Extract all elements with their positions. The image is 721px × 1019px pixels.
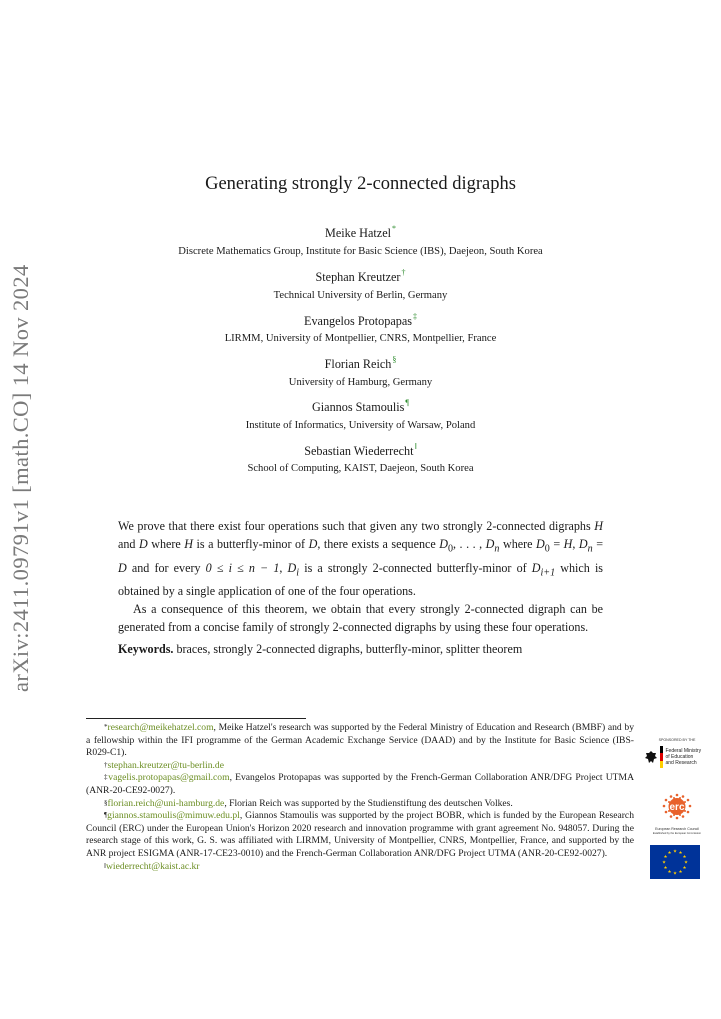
author-affiliation: University of Hamburg, Germany xyxy=(288,377,433,388)
bmbf-name: Federal Ministry of Education and Research xyxy=(665,748,702,766)
author-name: Giannos Stamoulis¶ xyxy=(311,398,410,414)
erc-sublabel: Established by the European Commission xyxy=(652,832,702,835)
footnote: *research@meikehatzel.com, Meike Hatzel's research was supported by the Federal Ministry of Education and Research (BMBF) and by a fellowship within the IFI programme of the German Academic Exchange Service (DAAD) and by the Institute for Basic Science (IBS-R029-C1). xyxy=(86,722,634,759)
eu-star-icon: ★ xyxy=(683,860,689,866)
eu-flag-icon xyxy=(650,845,700,879)
footnote-marker: ¶ xyxy=(405,398,410,407)
abstract-paragraph: We prove that there exist four operations such that given any two strongly 2-connected digraphs H and D where H is a butterfly-minor of D, there exists a sequence $D_0$, . . . , $D_n$ where $D_0 = H$, $D_n = D$ and for every 0 ≤ i ≤ n − 1, $D_i$ is a strongly 2-connected butterfly-minor of $D_{i+1}$ which is obtained by a single application of one of the four operations. xyxy=(118,519,604,599)
footnote-divider xyxy=(86,718,306,719)
footnote: ‡vagelis.protopapas@gmail.com, Evangelos Protopapas was supported by the French-German Collaboration ANR/DFG Project UTMA (ANR-20-CE92-0027). xyxy=(86,772,634,796)
author-name: Sebastian Wiederrecht‖ xyxy=(304,442,417,458)
footnote-marker: * xyxy=(391,224,396,233)
erc-logo xyxy=(645,792,709,835)
keywords-line xyxy=(118,640,603,658)
author-name: Florian Reich§ xyxy=(324,355,397,371)
erc-burst-icon xyxy=(657,792,697,822)
abstract xyxy=(118,517,603,658)
eu-star-icon: ★ xyxy=(682,855,687,861)
footnote-marker: ‡ xyxy=(412,312,417,321)
footnote: ‖wiederrecht@kaist.ac.kr xyxy=(104,860,200,872)
author-name: Stephan Kreutzer† xyxy=(315,268,406,284)
eu-star-icon: ★ xyxy=(663,866,668,872)
paper-title: Generating strongly 2-connected digraphs xyxy=(205,174,516,194)
footnote: †stephan.kreutzer@tu-berlin.de xyxy=(104,759,224,771)
footnote: §florian.reich@uni-hamburg.de, Florian Reich was supported by the Studienstiftung des deutschen Volkes. xyxy=(104,797,513,809)
email-link[interactable]: research@meikehatzel.com xyxy=(107,722,214,733)
email-link[interactable]: wiederrecht@kaist.ac.kr xyxy=(105,860,200,872)
author-affiliation: Institute of Informatics, University of Warsaw, Poland xyxy=(245,420,476,431)
footnote-marker: § xyxy=(392,355,397,364)
eu-star-icon: ★ xyxy=(672,871,678,877)
german-flag-icon xyxy=(660,746,663,768)
footnote-marker: † xyxy=(401,268,406,277)
eu-star-icon: ★ xyxy=(667,870,672,876)
eu-star-icon: ★ xyxy=(678,851,683,857)
federal-eagle-icon xyxy=(645,750,657,764)
eu-star-icon: ★ xyxy=(678,870,683,876)
bmbf-logo xyxy=(645,746,709,768)
footnote: ¶giannos.stamoulis@mimuw.edu.pl, Giannos Stamoulis was supported by the project BOBR, which is funded by the European Research Council (ERC) under the European Union's Horizon 2020 research and innovation programme with grant agreement No. 948057. During the research stage of this work, G. S. was affiliated with LIRMM, University of Montpellier, CNRS, Montpellier, France, and supported by the ANR project ESIGMA (ANR-17-CE23-0010) and the French-German Collaboration ANR/DFG Project UTMA (ANR-20-CE92-0027). xyxy=(86,810,634,859)
eu-star-icon: ★ xyxy=(667,851,672,857)
eu-star-icon: ★ xyxy=(661,860,667,866)
author-affiliation: Discrete Mathematics Group, Institute for Basic Science (IBS), Daejeon, South Korea xyxy=(178,246,543,257)
author-affiliation: LIRMM, University of Montpellier, CNRS, Montpellier, France xyxy=(224,333,497,344)
email-link[interactable]: vagelis.protopapas@gmail.com xyxy=(108,772,230,784)
email-link[interactable]: stephan.kreutzer@tu-berlin.de xyxy=(107,759,224,771)
keywords-text: braces, strongly 2-connected digraphs, butterfly-minor, splitter theorem xyxy=(176,642,523,657)
svg-text:erc: erc xyxy=(669,802,685,813)
arxiv-identifier-stamp: arXiv:2411.09791v1 [math.CO] 14 Nov 2024 xyxy=(8,264,33,692)
bmbf-sponsor-label: SPONSORED BY THE xyxy=(658,738,696,742)
abstract-paragraph: As a consequence of this theorem, we obtain that every strongly 2-connected digraph can be generated from a concise family of strongly 2-connected digraphs by using these four operations. xyxy=(118,602,603,635)
email-link[interactable]: giannos.stamoulis@mimuw.edu.pl xyxy=(107,810,240,822)
footnote-marker: ‖ xyxy=(414,442,417,451)
erc-label: European Research Council xyxy=(655,827,699,831)
sponsor-logos xyxy=(645,738,709,879)
author-affiliation: Technical University of Berlin, Germany xyxy=(273,290,448,301)
author-name: Evangelos Protopapas‡ xyxy=(304,312,417,328)
email-link[interactable]: florian.reich@uni-hamburg.de xyxy=(107,797,225,809)
eu-star-icon: ★ xyxy=(682,866,687,872)
eu-star-icon: ★ xyxy=(663,855,668,861)
author-name: Meike Hatzel* xyxy=(325,224,396,240)
eu-star-icon: ★ xyxy=(672,849,678,855)
author-affiliation: School of Computing, KAIST, Daejeon, South Korea xyxy=(247,463,474,474)
keywords-label: Keywords. xyxy=(118,642,174,657)
footnotes xyxy=(86,722,634,873)
